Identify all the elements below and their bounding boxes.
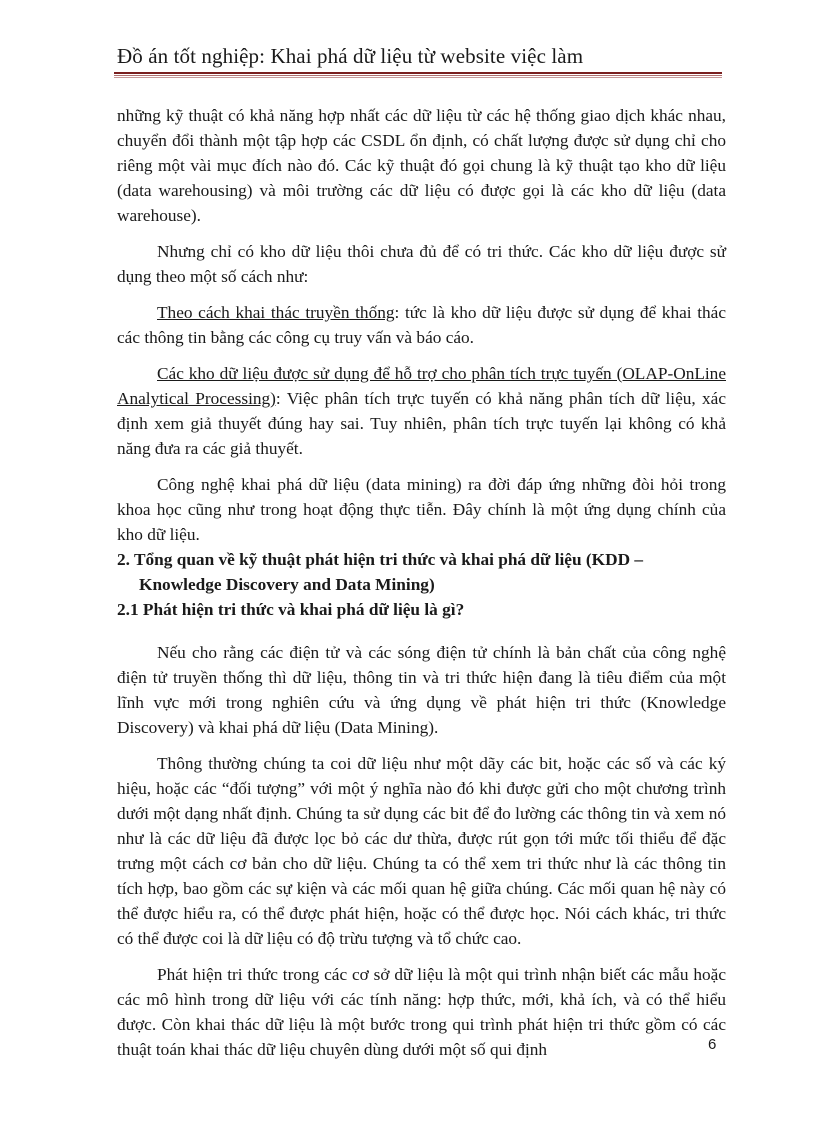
term-traditional: Theo cách khai thác truyền thống — [157, 303, 395, 322]
page-body — [117, 103, 726, 1062]
paragraph-data-mining: Công nghệ khai phá dữ liệu (data mining) ra đời đáp ứng những đòi hỏi trong khoa học cũng như trong hoạt động thực tiễn. Đây chính là một ứng dụng chính của kho dữ liệu. — [117, 475, 726, 544]
term-olap: Các kho dữ liệu được sử dụng để hỗ trợ cho phân tích trực tuyến (OLAP-OnLine Analytical Processing) — [117, 364, 726, 408]
paragraph-continued: những kỹ thuật có khả năng hợp nhất các dữ liệu từ các hệ thống giao dịch khác nhau, chuyển đổi thành một tập hợp các CSDL ổn định, có chất lượng được sử dụng chỉ cho riêng một vài mục đích nào đó. Các kỹ thuật đó gọi chung là kỹ thuật tạo kho dữ liệu (data warehousing) và môi trường các dữ liệu có được gọi là các kho dữ liệu (data warehouse). — [117, 106, 726, 225]
paragraph-data-bits: Thông thường chúng ta coi dữ liệu như một dãy các bit, hoặc các số và các ký hiệu, hoặc các “đối tượng” với một ý nghĩa nào đó khi được gửi cho một chương trình dưới một dạng nhất định. Chúng ta sử dụng các bit để đo lường các thông tin và xem nó như là các dữ liệu đã được lọc bỏ các dư thừa, được rút gọn tới mức tối thiểu để đặc trưng một cách cơ bản cho dữ liệu. Chúng ta có thể xem tri thức như là các thông tin tích hợp, bao gồm các sự kiện và các mối quan hệ giữa chúng. Các mối quan hệ này có thể được hiểu ra, có thể được phát hiện, hoặc có thể được học. Nói cách khác, tri thức có thể được coi là dữ liệu có độ trừu tượng và tổ chức cao. — [117, 754, 726, 948]
paragraph-olap — [117, 361, 726, 461]
paragraph-traditional-use — [117, 300, 726, 350]
paragraph-electronics: Nếu cho rằng các điện tử và các sóng điện tử chính là bản chất của công nghệ điện tử truyền thống thì dữ liệu, thông tin và tri thức hiện đang là tiêu điểm của một lĩnh vực mới trong nghiên cứu và ứng dụng về phát hiện tri thức (Knowledge Discovery) và khai phá dữ liệu (Data Mining). — [117, 643, 726, 737]
header-rule-tertiary — [114, 77, 722, 78]
paragraph-kdd-process: Phát hiện tri thức trong các cơ sở dữ liệu là một qui trình nhận biết các mẫu hoặc các mô hình trong dữ liệu với các tính năng: hợp thức, mới, khả ích, và có thể hiểu được. Còn khai thác dữ liệu là một bước trong qui trình phát hiện tri thức gồm có các thuật toán khai thác dữ liệu chuyên dùng dưới một số qui định — [117, 965, 726, 1059]
header-rule — [114, 72, 722, 74]
paragraph-warehouse-usage: Nhưng chỉ có kho dữ liệu thôi chưa đủ để có tri thức. Các kho dữ liệu được sử dụng theo một số cách như: — [117, 242, 726, 286]
running-header-title: Đồ án tốt nghiệp: Khai phá dữ liệu từ website việc làm — [117, 44, 584, 68]
header-rule-secondary — [114, 75, 722, 76]
term-olap-text: : Việc phân tích trực tuyến có khả năng phân tích dữ liệu, xác định xem giả thuyết đúng hay sai. Tuy nhiên, phân tích trực tuyến lại không có khả năng đưa ra các giả thuyết. — [117, 389, 726, 458]
section-heading-2: 2. Tổng quan về kỹ thuật phát hiện tri thức và khai phá dữ liệu (KDD – Knowledge Discovery and Data Mining) — [117, 550, 644, 594]
term-traditional-text: : tức là kho dữ liệu được sử dụng để khai thác các thông tin bằng các công cụ truy vấn và báo cáo. — [117, 303, 726, 347]
section-heading-2-1: 2.1 Phát hiện tri thức và khai phá dữ liệu là gì? — [117, 600, 465, 619]
page-number: 6 — [708, 1036, 717, 1053]
